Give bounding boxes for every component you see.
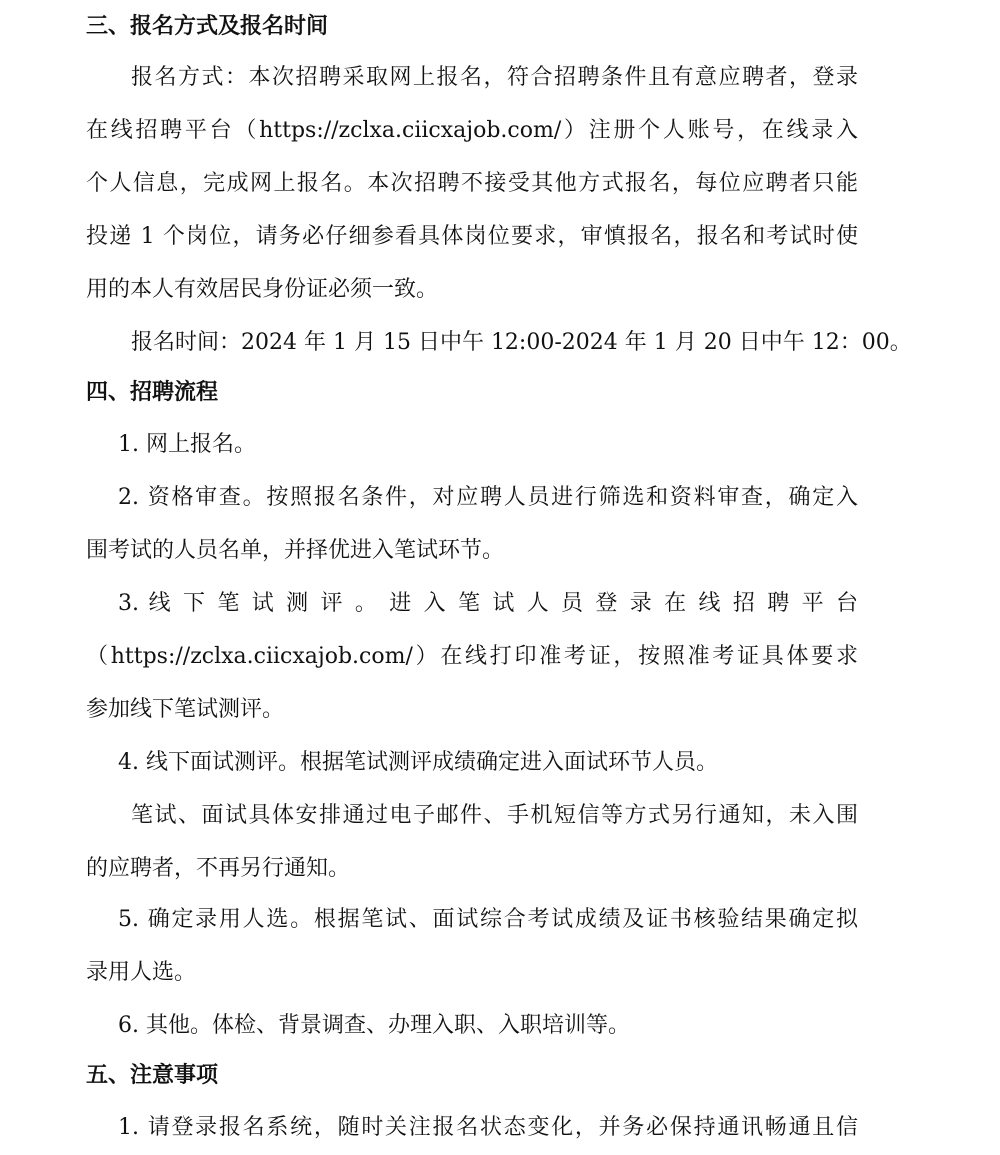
section-5-heading: 五、注意事项 <box>86 1063 219 1088</box>
process-item-3-line-1: 3. 线 下 笔 试 测 评 。 进 入 笔 试 人 员 登 录 在 线 招 聘 平 台 <box>118 591 858 616</box>
process-item-2-line-1: 2. 资格审查。按照报名条件，对应聘人员进行筛选和资料审查，确定入 <box>118 485 858 510</box>
notice-item-1-line-1: 1. 请登录报名系统，随时关注报名状态变化，并务必保持通讯畅通且信 <box>118 1115 858 1140</box>
process-item-2-line-2: 围考试的人员名单，并择优进入笔试环节。 <box>86 538 505 563</box>
process-item-6: 6. 其他。体检、背景调查、办理入职、入职培训等。 <box>118 1013 630 1038</box>
section-3-heading: 三、报名方式及报名时间 <box>86 14 329 39</box>
section-4-heading: 四、招聘流程 <box>86 380 219 405</box>
registration-method-line-3: 个人信息，完成网上报名。本次招聘不接受其他方式报名，每位应聘者只能 <box>86 171 858 196</box>
registration-method-line-2: 在线招聘平台（https://zclxa.ciicxajob.com/）注册个人账号，在线录入 <box>86 118 858 143</box>
process-note-line-1: 笔试、面试具体安排通过电子邮件、手机短信等方式另行通知，未入围 <box>131 803 858 828</box>
process-item-3-line-3: 参加线下笔试测评。 <box>86 697 285 722</box>
registration-method-line-1: 报名方式：本次招聘采取网上报名，符合招聘条件且有意应聘者，登录 <box>131 65 858 90</box>
process-item-5-line-1: 5. 确定录用人选。根据笔试、面试综合考试成绩及证书核验结果确定拟 <box>118 907 858 932</box>
registration-method-line-4: 投递 1 个岗位，请务必仔细参看具体岗位要求，审慎报名，报名和考试时使 <box>86 224 858 249</box>
registration-time-line: 报名时间：2024 年 1 月 15 日中午 12:00-2024 年 1 月 20 日中午 12：00。 <box>131 330 912 355</box>
process-item-1: 1. 网上报名。 <box>118 432 256 457</box>
registration-method-line-5: 用的本人有效居民身份证必须一致。 <box>86 277 439 302</box>
process-note-line-2: 的应聘者，不再另行通知。 <box>86 856 351 881</box>
process-item-5-line-2: 录用人选。 <box>86 960 197 985</box>
process-item-3-line-2: （https://zclxa.ciicxajob.com/）在线打印准考证，按照准考证具体要求 <box>86 644 858 669</box>
process-item-4: 4. 线下面试测评。根据笔试测评成绩确定进入面试环节人员。 <box>118 750 718 775</box>
